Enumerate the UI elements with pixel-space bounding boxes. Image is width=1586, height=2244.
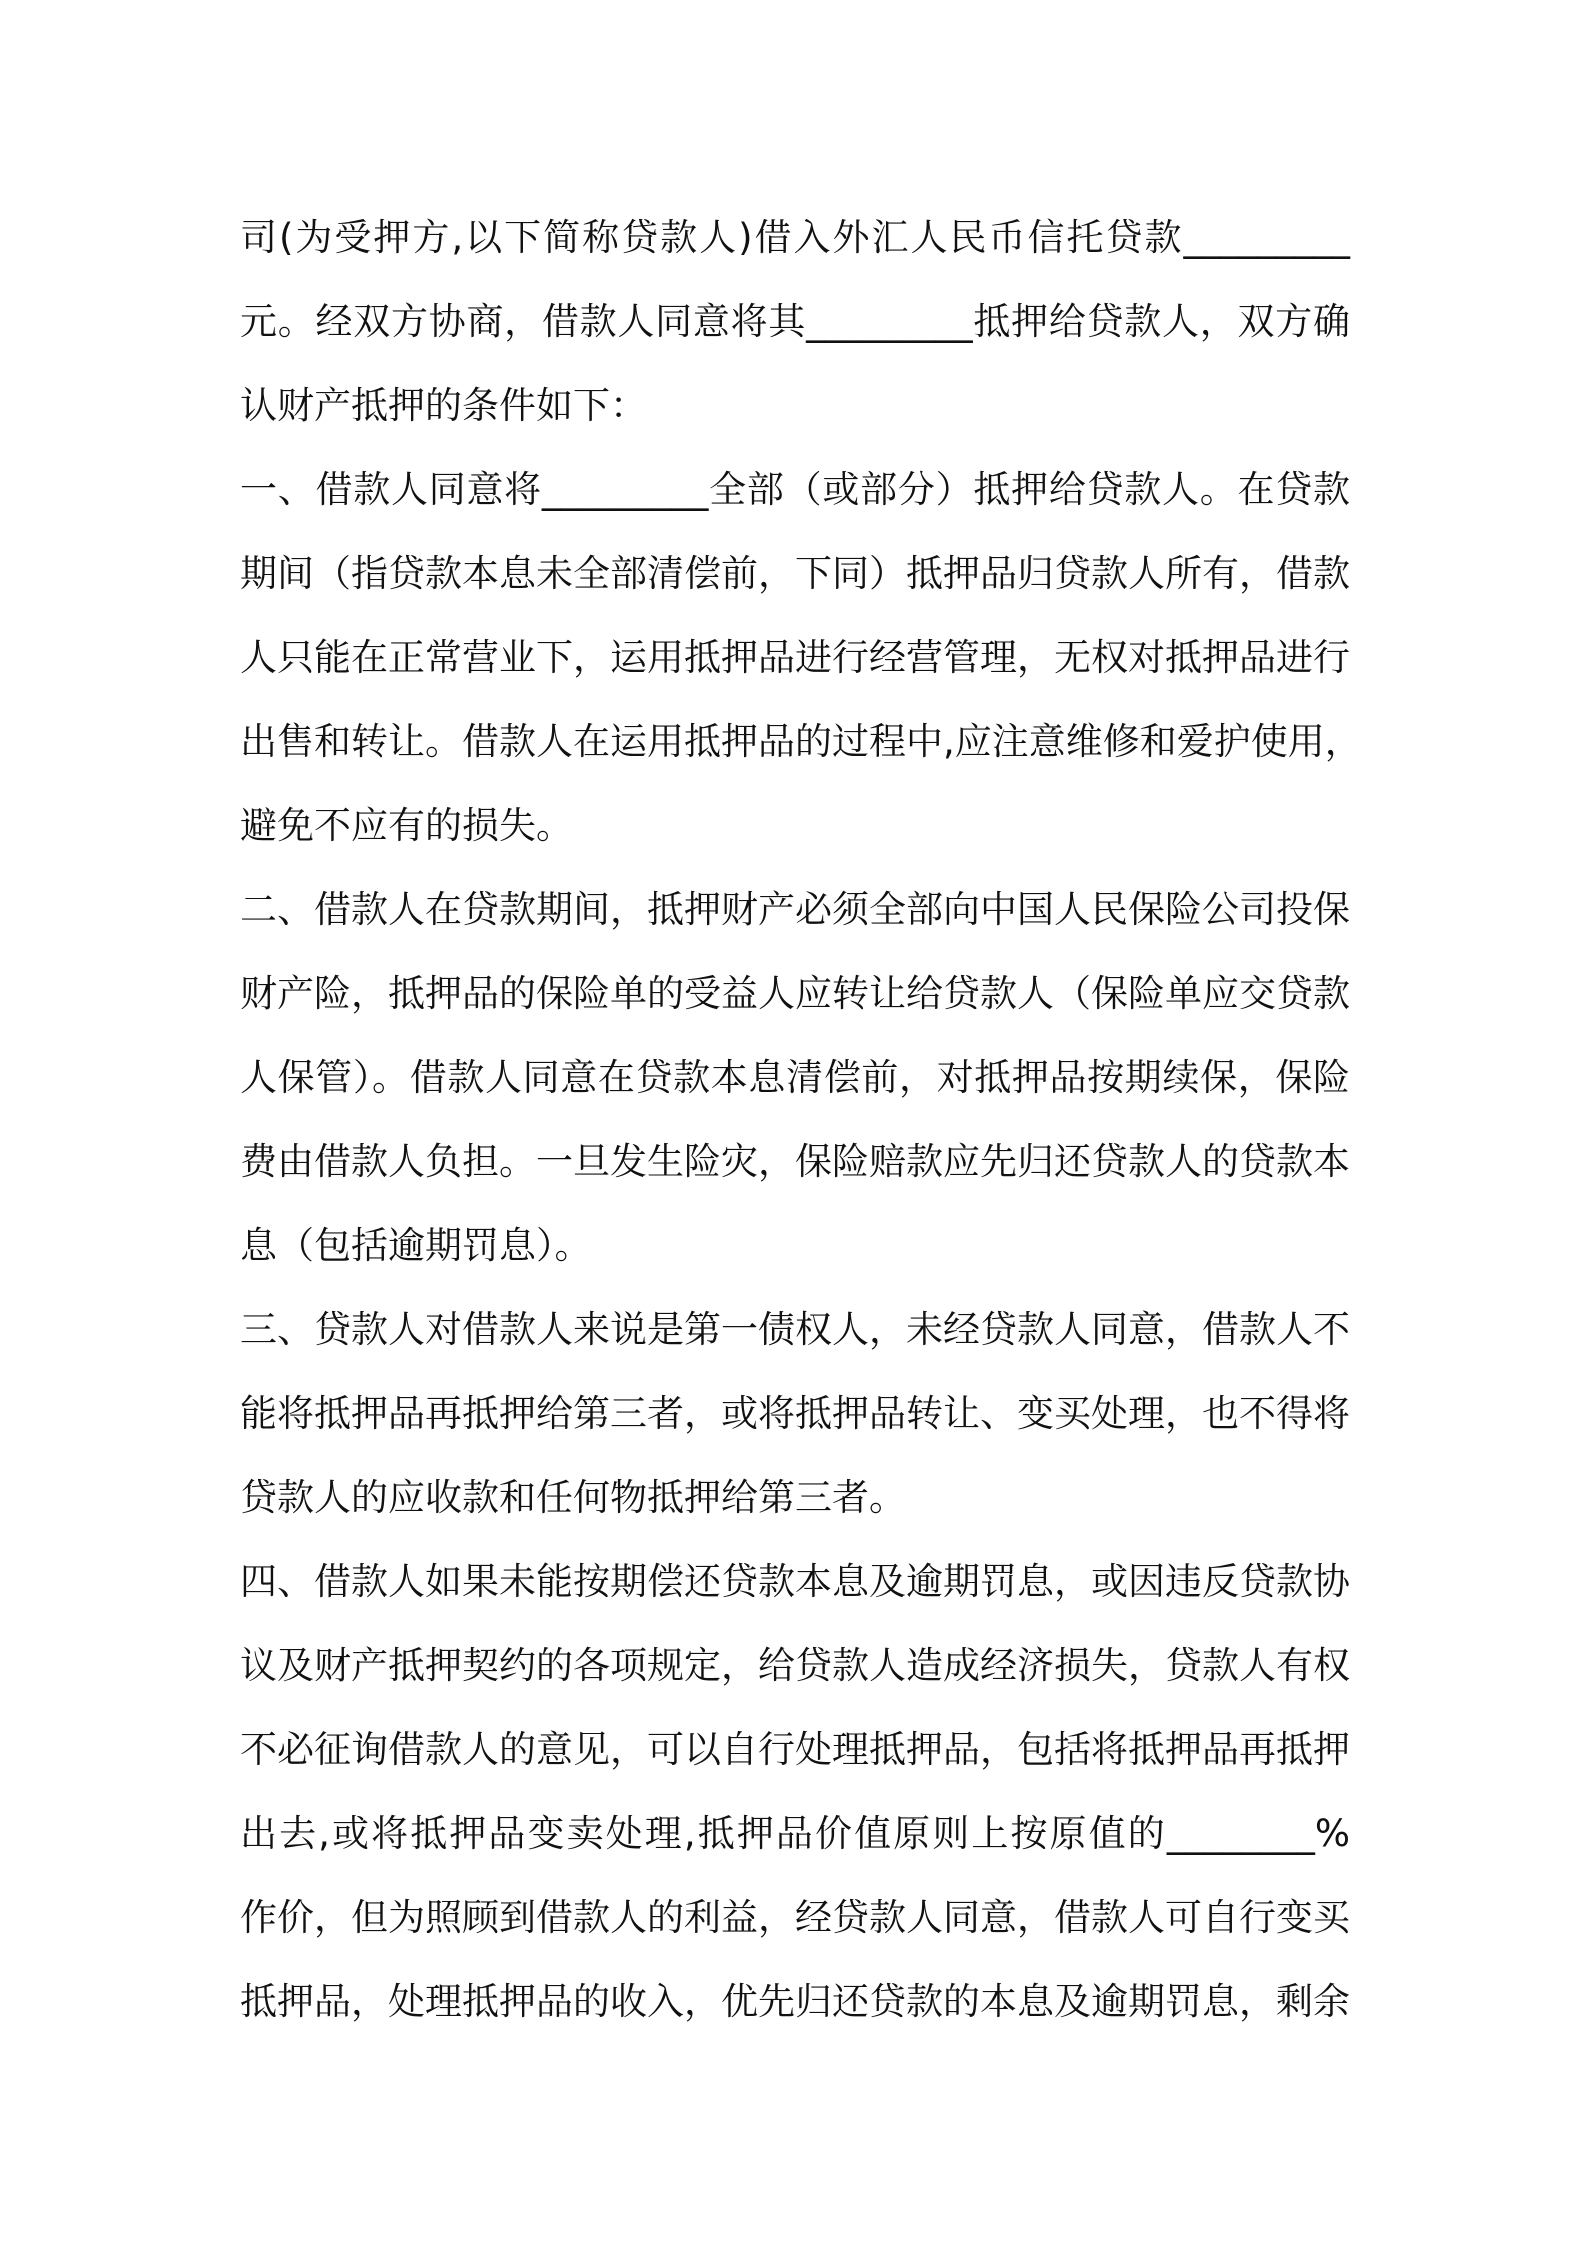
text-line: 议及财产抵押契约的各项规定，给贷款人造成经济损失，贷款人有权: [240, 1644, 1350, 1687]
text-line: 作价，但为照顾到借款人的利益，经贷款人同意，借款人可自行变买: [240, 1896, 1350, 1939]
text-line: 四、借款人如果未能按期偿还贷款本息及逾期罚息，或因违反贷款协: [240, 1560, 1350, 1603]
text-line: 贷款人的应收款和任何物抵押给第三者。: [240, 1476, 906, 1519]
text-line: 一、借款人同意将_________全部（或部分）抵押给贷款人。在贷款: [240, 468, 1350, 511]
text-line: 人只能在正常营业下，运用抵押品进行经营管理，无权对抵押品进行: [240, 636, 1350, 679]
text-line: 息（包括逾期罚息）。: [240, 1224, 592, 1267]
text-line: 元。经双方协商，借款人同意将其_________抵押给贷款人，双方确: [240, 300, 1350, 343]
text-line: 认财产抵押的条件如下：: [240, 384, 647, 427]
text-line: 避免不应有的损失。: [240, 804, 573, 847]
text-line: 不必征询借款人的意见，可以自行处理抵押品，包括将抵押品再抵押: [240, 1728, 1350, 1771]
text-line: 出售和转让。借款人在运用抵押品的过程中,应注意维修和爱护使用，: [240, 720, 1362, 763]
text-line: 人保管）。借款人同意在贷款本息清偿前，对抵押品按期续保，保险: [240, 1056, 1350, 1099]
text-line: 三、贷款人对借款人来说是第一债权人，未经贷款人同意，借款人不: [240, 1308, 1350, 1351]
text-line: 二、借款人在贷款期间，抵押财产必须全部向中国人民保险公司投保: [240, 888, 1350, 931]
text-line: 出去,或将抵押品变卖处理,抵押品价值原则上按原值的________%: [240, 1812, 1350, 1855]
text-line: 财产险，抵押品的保险单的受益人应转让给贷款人（保险单应交贷款: [240, 972, 1350, 1015]
text-line: 能将抵押品再抵押给第三者，或将抵押品转让、变买处理，也不得将: [240, 1392, 1350, 1435]
text-line: 司(为受押方,以下简称贷款人)借入外汇人民币信托贷款_________: [240, 216, 1350, 259]
contract-text: [240, 196, 1362, 2044]
text-line: 费由借款人负担。一旦发生险灾，保险赔款应先归还贷款人的贷款本: [240, 1140, 1350, 1183]
text-line: 期间（指贷款本息未全部清偿前，下同）抵押品归贷款人所有，借款: [240, 552, 1350, 595]
text-line: 抵押品，处理抵押品的收入，优先归还贷款的本息及逾期罚息，剩余: [240, 1980, 1350, 2023]
